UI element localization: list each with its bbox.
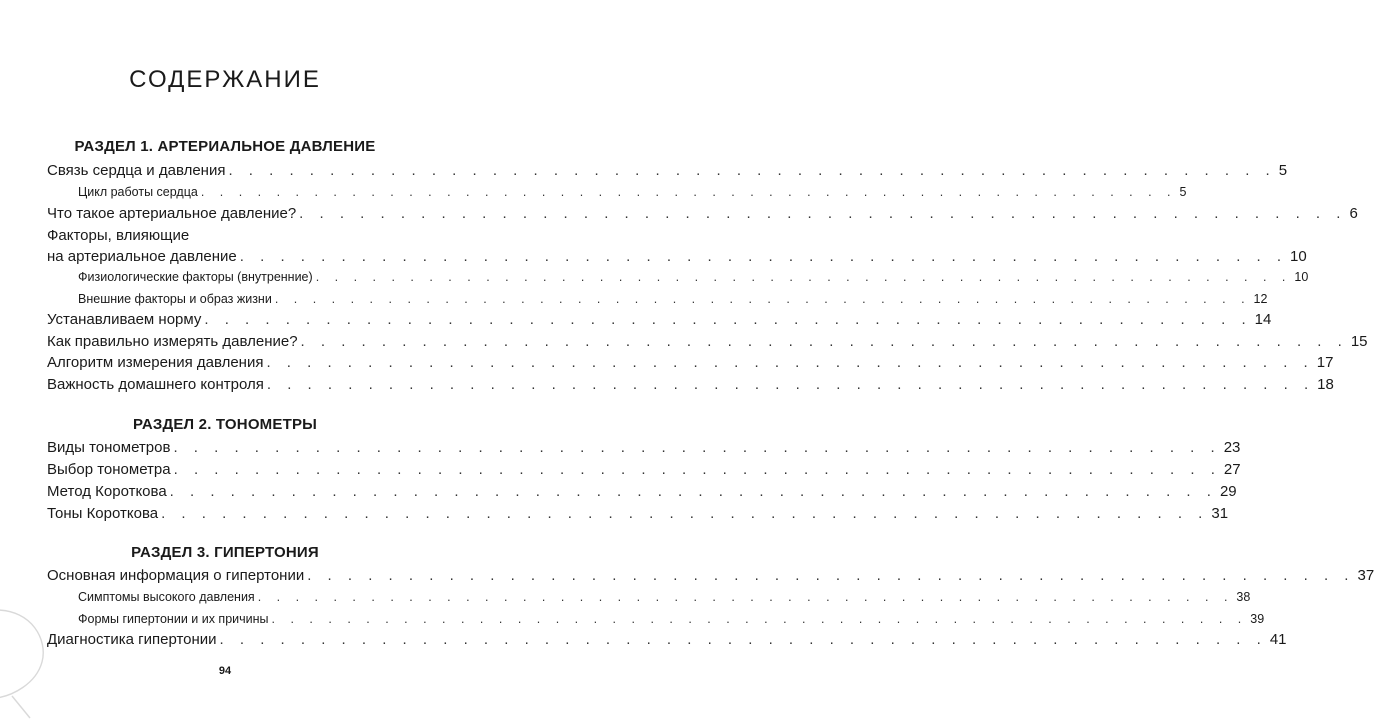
toc-entry[interactable] [47,376,1334,393]
toc-entry-title: Цикл работы сердца [78,185,198,199]
toc-entry-title: Формы гипертонии и их причины [78,612,269,626]
toc-entry[interactable] [47,354,1334,371]
dot-leader: . . . . . . . . . . . . . . . . . . . . . . . . . . . . . . . . . . . . . . . . . . . . . . . . . . . . [169,483,1217,500]
dot-leader: . . . . . . . . . . . . . . . . . . . . . . . . . . . . . . . . . . . . . . . . . . . . . . . . . . . . [257,590,1234,604]
page-number: 94 [218,665,232,677]
toc-entry-title: Диагностика гипертонии [47,631,217,648]
toc-entry[interactable] [47,333,1368,350]
section-heading-1: РАЗДЕЛ 1. АРТЕРИАЛЬНОЕ ДАВЛЕНИЕ [74,138,376,155]
toc-subentry[interactable] [78,270,1309,284]
toc-entry-title: Устанавливаем норму [47,311,202,328]
toc-entry-page: 15 [1350,333,1368,350]
toc-entry-page: 27 [1223,461,1241,478]
dot-leader: . . . . . . . . . . . . . . . . . . . . . . . . . . . . . . . . . . . . . . . . . . . . . . . . . . . . [219,631,1267,648]
toc-entry-page: 23 [1223,439,1241,456]
toc-entry[interactable] [47,311,1272,328]
toc-subentry[interactable] [78,292,1268,306]
toc-entry-page: 38 [1236,590,1251,604]
toc-entry-page: 18 [1317,376,1334,393]
toc-entry[interactable] [47,461,1241,478]
toc-entry-title: Внешние факторы и образ жизни [78,292,272,306]
dot-leader: . . . . . . . . . . . . . . . . . . . . . . . . . . . . . . . . . . . . . . . . . . . . . . . . . . . . [315,270,1292,284]
toc-entry-title: Виды тонометров [47,439,171,456]
dot-leader: . . . . . . . . . . . . . . . . . . . . . . . . . . . . . . . . . . . . . . . . . . . . . . . . . . . . [299,205,1347,222]
dot-leader: . . . . . . . . . . . . . . . . . . . . . . . . . . . . . . . . . . . . . . . . . . . . . . . . . . . . [266,376,1315,393]
toc-entry[interactable] [47,248,1307,265]
section-heading-3: РАЗДЕЛ 3. ГИПЕРТОНИЯ [131,544,319,561]
dot-leader: . . . . . . . . . . . . . . . . . . . . . . . . . . . . . . . . . . . . . . . . . . . . . . . . . . . . [161,505,1209,522]
toc-entry-page: 17 [1316,354,1334,371]
toc-entry[interactable] [47,567,1374,584]
dot-leader: . . . . . . . . . . . . . . . . . . . . . . . . . . . . . . . . . . . . . . . . . . . . . . . . . . . . [271,612,1248,626]
toc-entry[interactable] [47,439,1241,456]
dot-leader: . . . . . . . . . . . . . . . . . . . . . . . . . . . . . . . . . . . . . . . . . . . . . . . . . . . . [300,333,1348,350]
toc-entry[interactable] [47,205,1358,222]
toc-entry[interactable] [47,162,1288,179]
toc-entry-page: 41 [1269,631,1287,648]
toc-entry-title: Важность домашнего контроля [47,376,264,393]
dot-leader: . . . . . . . . . . . . . . . . . . . . . . . . . . . . . . . . . . . . . . . . . . . . . . . . . . . . [266,354,1314,371]
section-heading-2: РАЗДЕЛ 2. ТОНОМЕТРЫ [132,416,318,433]
dot-leader: . . . . . . . . . . . . . . . . . . . . . . . . . . . . . . . . . . . . . . . . . . . . . . . . . . . . [204,311,1252,328]
toc-entry[interactable] [47,631,1287,648]
toc-entry-page: 10 [1294,270,1309,284]
toc-entry-page: 12 [1253,292,1268,306]
dot-leader: . . . . . . . . . . . . . . . . . . . . . . . . . . . . . . . . . . . . . . . . . . . . . . . . . . . . [307,567,1355,584]
dot-leader: . . . . . . . . . . . . . . . . . . . . . . . . . . . . . . . . . . . . . . . . . . . . . . . . . . . . [274,292,1251,306]
toc-entry-title: Связь сердца и давления [47,162,226,179]
dot-leader: . . . . . . . . . . . . . . . . . . . . . . . . . . . . . . . . . . . . . . . . . . . . . . . . . . . . [228,162,1276,179]
toc-entry-title: Физиологические факторы (внутренние) [78,270,313,284]
dot-leader: . . . . . . . . . . . . . . . . . . . . . . . . . . . . . . . . . . . . . . . . . . . . . . . . . . . . [239,248,1288,265]
decorative-circle-icon [0,600,62,720]
toc-entry[interactable] [47,505,1229,522]
toc-entry-title: Метод Короткова [47,483,167,500]
toc-entry-title: на артериальное давление [47,248,237,265]
toc-entry-page: 14 [1254,311,1272,328]
toc-entry-page: 10 [1290,248,1307,265]
toc-subentry[interactable] [78,185,1187,199]
toc-entry-page: 5 [1179,185,1187,199]
toc-entry-page: 37 [1357,567,1374,584]
toc-entry-title: Алгоритм измерения давления [47,354,264,371]
page-title: СОДЕРЖАНИЕ [129,66,321,93]
dot-leader: . . . . . . . . . . . . . . . . . . . . . . . . . . . . . . . . . . . . . . . . . . . . . . . . . . . . [173,439,1221,456]
toc-entry-page: 29 [1219,483,1237,500]
toc-entry-title: Что такое артериальное давление? [47,205,297,222]
toc-entry-title: Тоны Короткова [47,505,159,522]
toc-entry-title: Как правильно измерять давление? [47,333,298,350]
toc-entry-title-line1: Факторы, влияющие [47,227,190,244]
toc-entry-title: Симптомы высокого давления [78,590,255,604]
toc-entry-title: Выбор тонометра [47,461,171,478]
dot-leader: . . . . . . . . . . . . . . . . . . . . . . . . . . . . . . . . . . . . . . . . . . . . . . . . . . . . [173,461,1221,478]
toc-entry[interactable] [47,483,1237,500]
toc-subentry[interactable] [78,612,1265,626]
toc-entry-title: Основная информация о гипертонии [47,567,305,584]
toc-entry-page: 6 [1349,205,1358,222]
toc-entry-page: 39 [1250,612,1265,626]
dot-leader: . . . . . . . . . . . . . . . . . . . . . . . . . . . . . . . . . . . . . . . . . . . . . . . . . . . . [200,185,1177,199]
toc-subentry[interactable] [78,590,1251,604]
toc-entry-page: 31 [1211,505,1229,522]
toc-entry-page: 5 [1278,162,1288,179]
